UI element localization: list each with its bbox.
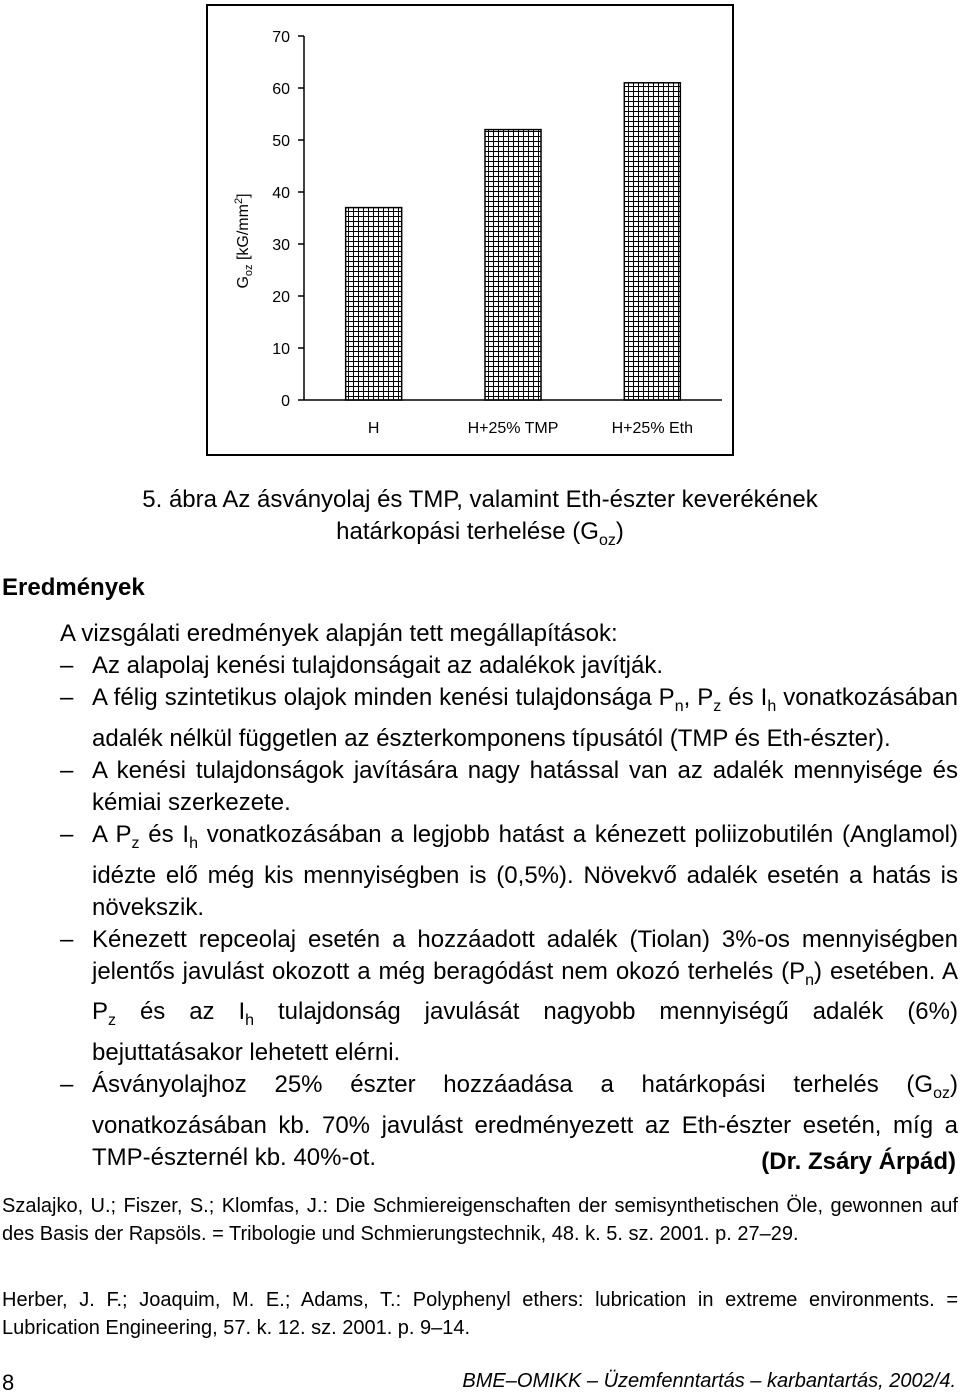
y-tick-label: 10 <box>272 341 290 358</box>
finding-item: – A kenési tulajdonságok javítására nagy hatással van az adalék mennyisége és kémiai szerkezete. <box>60 756 958 816</box>
author-signature: (Dr. Zsáry Árpád) <box>761 1148 956 1175</box>
y-tick-label: 60 <box>272 81 290 98</box>
page-number: 8 <box>2 1370 15 1395</box>
reference-1: Szalajko, U.; Fiszer, S.; Klomfas, J.: Die Schmiereigenschaften der semisynthetischen Öle, gewonnen auf des Basis der Rapsöls. = Tribologie und Schmierungstechnik, 48. k. 5. sz. 2001. p. 27–29. <box>2 1195 958 1245</box>
bar-chart-frame <box>206 4 734 456</box>
y-tick-label: 0 <box>281 393 290 410</box>
dash-bullet: – <box>60 925 74 953</box>
y-tick-label: 70 <box>272 29 290 46</box>
y-tick-label: 20 <box>272 289 290 306</box>
y-tick-label: 40 <box>272 185 290 202</box>
y-tick-label: 50 <box>272 133 290 150</box>
figure-caption-line2: határkopási terhelése $(G_{oz})$ <box>336 518 624 549</box>
y-axis-label: $G_{oz}$ $[kG/mm^2]$ <box>233 193 255 289</box>
dash-bullet: – <box>60 1071 74 1099</box>
y-tick-label: 30 <box>272 237 290 254</box>
journal-footer: BME–OMIKK – Üzemfenntartás – karbantartás, 2002/4. <box>462 1370 956 1392</box>
findings-list <box>60 650 958 1174</box>
finding-item: – A $P_z$ és $I_h$ vonatkozásában a legjobb hatást a kénezett poliizobutilén (Anglamol) idézte elő még kis mennyiségben is (0,5%). Növekvő adalék esetén a hatás is növekszik. <box>60 820 958 921</box>
dash-bullet: – <box>60 756 74 784</box>
figure-caption-line1: 5. ábra Az ásványolaj és TMP, valamint Eth-észter keverékének <box>142 486 818 513</box>
finding-item: – Ásványolajhoz 25% észter hozzáadása a határkopási terhelés $(G_{oz})$ vonatkozásában kb. 70% javulást eredményezett az Eth-észter esetén, míg a TMP-észternél kb. 40%-ot. <box>60 1071 958 1171</box>
intro-text: A vizsgálati eredmények alapján tett megállapítások: <box>60 620 618 647</box>
section-title: Eredmények <box>2 574 145 601</box>
x-category-label: H+25% TMP <box>467 420 559 437</box>
x-category-label: H <box>367 420 380 437</box>
x-category-label: H+25% Eth <box>611 420 694 437</box>
finding-item: – Kénezett repceolaj esetén a hozzáadott adalék (Tiolan) 3%-os mennyiségben jelentős javulást okozott a még beragódást nem okozó terhelés $(P_n)$ esetében. A $P_z$ és az $I_h$ tulajdonság javulását nagyobb mennyiségű adalék (6%) bejuttatásakor lehetett elérni. <box>60 925 958 1067</box>
bar <box>485 130 541 400</box>
bar <box>624 83 680 400</box>
dash-bullet: – <box>60 684 74 711</box>
reference-2: Herber, J. F.; Joaquim, M. E.; Adams, T.: Polyphenyl ethers: lubrication in extreme environments. = Lubrication Engineering, 57. k. 12. sz. 2001. p. 9–14. <box>2 1289 958 1339</box>
finding-item: – A félig szintetikus olajok minden kenési tulajdonsága $P_n$, $P_z$ és $I_h$ vonatkozásában adalék nélkül független az észterkomponens típusától (TMP és Eth-észter). <box>60 684 959 752</box>
bar <box>346 208 402 400</box>
bar-chart <box>208 6 736 458</box>
dash-bullet: – <box>60 820 74 848</box>
finding-item: – Az alapolaj kenési tulajdonságait az adalékok javítják. <box>60 650 958 682</box>
dash-bullet: – <box>60 652 74 679</box>
